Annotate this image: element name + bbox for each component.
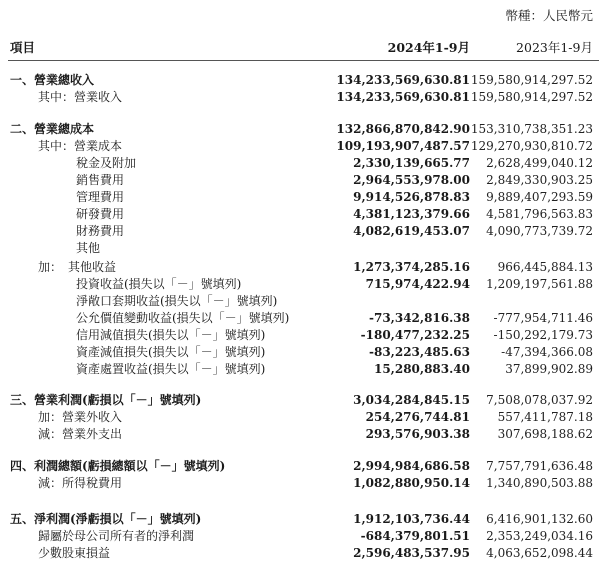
table-row xyxy=(0,155,607,172)
table-row xyxy=(0,293,607,310)
row-prior-value: 2,849,330,903.25 xyxy=(486,173,593,187)
row-current-value: 715,974,422.94 xyxy=(365,277,470,291)
row-prior-value: 129,270,930,810.72 xyxy=(470,139,593,153)
row-label: 信用減值損失(損失以「－」號填列) xyxy=(76,328,266,342)
header-rule xyxy=(8,60,599,61)
row-current-value: 1,273,374,285.16 xyxy=(353,260,470,274)
row-current-value: 2,596,483,537.95 xyxy=(353,546,470,560)
row-current-value: -73,342,816.38 xyxy=(368,311,470,325)
row-current-value: 2,964,553,978.00 xyxy=(353,173,470,187)
table-row xyxy=(0,276,607,293)
row-current-value: 9,914,526,878.83 xyxy=(353,190,470,204)
row-current-value: 4,082,619,453.07 xyxy=(353,224,470,238)
row-prior-value: 7,757,791,636.48 xyxy=(486,459,593,473)
row-label: 二、營業總成本 xyxy=(10,122,95,136)
row-label: 資產減值損失(損失以「－」號填列) xyxy=(76,345,266,359)
currency-note: 幣種：人民幣元 xyxy=(505,8,593,23)
table-row xyxy=(0,545,607,562)
row-label: 減：營業外支出 xyxy=(38,427,123,441)
row-current-value: 2,330,139,665.77 xyxy=(353,156,470,170)
table-row xyxy=(0,458,607,475)
row-prior-value: 2,628,499,040.12 xyxy=(486,156,593,170)
row-current-value: -83,223,485.63 xyxy=(368,345,470,359)
table-row xyxy=(0,475,607,492)
row-prior-value: 37,899,902.89 xyxy=(505,362,593,376)
row-prior-value: -150,292,179.73 xyxy=(493,328,593,342)
row-prior-value: 557,411,787.18 xyxy=(497,410,593,424)
row-prior-value: 2,353,249,034.16 xyxy=(486,529,593,543)
row-prior-value: 6,416,901,132.60 xyxy=(486,512,593,526)
row-prior-value: -777,954,711.46 xyxy=(493,311,593,325)
table-row xyxy=(0,409,607,426)
row-label: 稅金及附加 xyxy=(76,156,137,170)
row-prior-value: 307,698,188.62 xyxy=(497,427,593,441)
row-label: 其他 xyxy=(76,241,101,255)
table-row xyxy=(0,361,607,378)
row-current-value: 4,381,123,379.66 xyxy=(353,207,470,221)
table-row xyxy=(0,72,607,89)
row-prior-value: 159,580,914,297.52 xyxy=(470,90,593,104)
row-current-value: 1,912,103,736.44 xyxy=(353,512,470,526)
row-prior-value: 4,063,652,098.44 xyxy=(486,546,593,560)
row-label: 加： 其他收益 xyxy=(38,260,117,274)
row-current-value: 2,994,984,686.58 xyxy=(353,459,470,473)
row-label: 少數股東損益 xyxy=(38,546,111,560)
row-current-value: 134,233,569,630.81 xyxy=(336,73,470,87)
row-label: 三、營業利潤(虧損以「－」號填列) xyxy=(10,393,202,407)
row-current-value: -180,477,232.25 xyxy=(360,328,470,342)
row-label: 其中：營業成本 xyxy=(38,139,123,153)
table-row xyxy=(0,189,607,206)
row-label: 銷售費用 xyxy=(76,173,125,187)
row-current-value: 1,082,880,950.14 xyxy=(353,476,470,490)
table-row xyxy=(0,172,607,189)
row-prior-value: 4,581,796,563.83 xyxy=(486,207,593,221)
table-row xyxy=(0,223,607,240)
row-prior-value: -47,394,366.08 xyxy=(501,345,593,359)
row-prior-value: 966,445,884.13 xyxy=(497,260,593,274)
row-current-value: 109,193,907,487.57 xyxy=(336,139,470,153)
row-current-value: 15,280,883.40 xyxy=(373,362,470,376)
row-current-value: 293,576,903.38 xyxy=(365,427,470,441)
row-current-value: 134,233,569,630.81 xyxy=(336,90,470,104)
row-current-value: 132,866,870,842.90 xyxy=(336,122,470,136)
row-current-value: 3,034,284,845.15 xyxy=(353,393,470,407)
header-prior-period: 2023年1-9月 xyxy=(516,40,593,55)
table-row xyxy=(0,528,607,545)
row-prior-value: 153,310,738,351.23 xyxy=(470,122,593,136)
table-row xyxy=(0,89,607,106)
row-label: 四、利潤總額(虧損總額以「－」號填列) xyxy=(10,459,226,473)
table-row xyxy=(0,206,607,223)
table-row xyxy=(0,259,607,276)
row-label: 其中：營業收入 xyxy=(38,90,123,104)
row-prior-value: 4,090,773,739.72 xyxy=(486,224,593,238)
table-row xyxy=(0,240,607,257)
table-row xyxy=(0,511,607,528)
row-current-value: -684,379,801.51 xyxy=(360,529,470,543)
row-label: 公允價值變動收益(損失以「－」號填列) xyxy=(76,311,290,325)
row-prior-value: 1,209,197,561.88 xyxy=(486,277,593,291)
row-prior-value: 9,889,407,293.59 xyxy=(486,190,593,204)
row-label: 財務費用 xyxy=(76,224,125,238)
table-header xyxy=(0,38,607,56)
header-current-period: 2024年1-9月 xyxy=(387,40,470,55)
row-current-value: 254,276,744.81 xyxy=(365,410,470,424)
row-prior-value: 7,508,078,037.92 xyxy=(486,393,593,407)
row-label: 加：營業外收入 xyxy=(38,410,123,424)
table-row xyxy=(0,327,607,344)
table-row xyxy=(0,344,607,361)
row-label: 投資收益(損失以「－」號填列) xyxy=(76,277,242,291)
row-label: 淨敞口套期收益(損失以「－」號填列) xyxy=(76,294,278,308)
table-row xyxy=(0,138,607,155)
row-prior-value: 1,340,890,503.88 xyxy=(486,476,593,490)
row-label: 研發費用 xyxy=(76,207,125,221)
table-row xyxy=(0,426,607,443)
row-label: 一、營業總收入 xyxy=(10,73,95,87)
row-label: 資產處置收益(損失以「－」號填列) xyxy=(76,362,266,376)
row-label: 管理費用 xyxy=(76,190,125,204)
table-row xyxy=(0,310,607,327)
row-prior-value: 159,580,914,297.52 xyxy=(470,73,593,87)
row-label: 五、淨利潤(淨虧損以「－」號填列) xyxy=(10,512,202,526)
table-row xyxy=(0,121,607,138)
table-row xyxy=(0,392,607,409)
row-label: 歸屬於母公司所有者的淨利潤 xyxy=(38,529,195,543)
row-label: 減：所得稅費用 xyxy=(38,476,123,490)
header-item: 項目 xyxy=(10,40,36,55)
